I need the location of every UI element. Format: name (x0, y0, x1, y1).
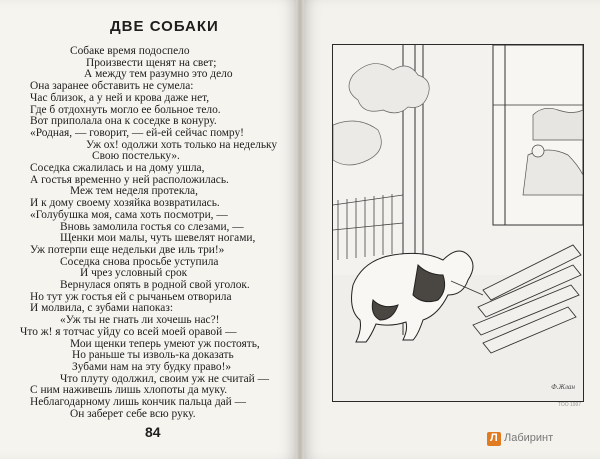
illustration-caption: ТОО 1997 (558, 402, 582, 408)
poem-line: Час близок, а у ней и крова даже нет, (30, 91, 210, 104)
poem-line: И чрез условный срок (80, 267, 188, 280)
poem-line: Что ж! я тотчас уйду со всей моей оравой — (20, 325, 237, 338)
publisher-logo-icon (487, 432, 501, 446)
poem-line: Вот приполала она к соседке в конуру. (30, 115, 217, 128)
poem-line: Но тут уж гостья ей с рычаньем отворила (30, 290, 232, 303)
poem-line: А между тем разумно это дело (84, 68, 233, 81)
poem-line: Что плуту одолжил, своим уж не считай — (60, 372, 269, 385)
book-gutter (296, 0, 304, 459)
poem-line: «Голубушка моя, сама хоть посмотри, — (30, 208, 228, 221)
poem-line: Где б отдохнуть могло ее больное тело. (30, 103, 221, 116)
poem-line: Уж потерпи еще недельки две иль три!» (30, 243, 225, 256)
poem-line: Она заранее обставить не сумела: (30, 80, 194, 93)
poem-line: И молвила, с зубами напоказ: (30, 302, 174, 315)
illustration (332, 44, 584, 402)
poem-line: Мои щенки теперь умеют уж постоять, (70, 337, 260, 350)
poem-title: ДВЕ СОБАКИ (110, 18, 219, 35)
poem-line: Собаке время подоспело (70, 45, 190, 57)
poem-line: Вновь замолила гостья со слезами, — (60, 220, 244, 233)
poem-line: Соседка сжалилась и на дому ушла, (30, 162, 205, 174)
poem-line: Он заберет себе всю руку. (70, 407, 196, 420)
poem-line: Зубами нам на эту будку право!» (72, 360, 232, 373)
poem-line: «Родная, — говорит, — ей-ей сейчас помру! (30, 126, 244, 139)
illustrator-signature: Ф.Жлан (551, 383, 575, 391)
poem-line: Уж ох! одолжи хоть только на недельку (86, 138, 278, 151)
poem-line: Свою постельку». (92, 150, 180, 163)
page-number: 84 (145, 424, 161, 440)
poem-line: И к дому своему хозяйка возвратилась. (30, 197, 220, 210)
poem-line: Вернулася опять в родной свой уголок. (60, 279, 250, 291)
poem-line: Щенки мои малы, чуть шевелят ногами, (60, 232, 256, 245)
poem-line: Меж тем неделя протекла, (70, 185, 198, 198)
publisher-watermark: Лабиринт (504, 432, 554, 444)
publisher-logo-letter: Л (490, 432, 498, 444)
illustration-drawing (333, 45, 583, 401)
poem-line: Соседка снова просьбе уступила (60, 255, 219, 268)
poem-line: С ним наживешь лишь хлопоты да муку. (30, 384, 228, 397)
poem-line: Произвести щенят на свет; (86, 56, 217, 69)
poem-line: Неблагодарному лишь кончик пальца дай — (30, 396, 247, 408)
poem-line: Но раньше ты изволь-ка доказать (72, 349, 234, 362)
poem-line: А гостья временно у ней расположилась. (30, 173, 229, 186)
poem-line: «Уж ты не гнать ли хочешь нас?! (60, 314, 220, 327)
